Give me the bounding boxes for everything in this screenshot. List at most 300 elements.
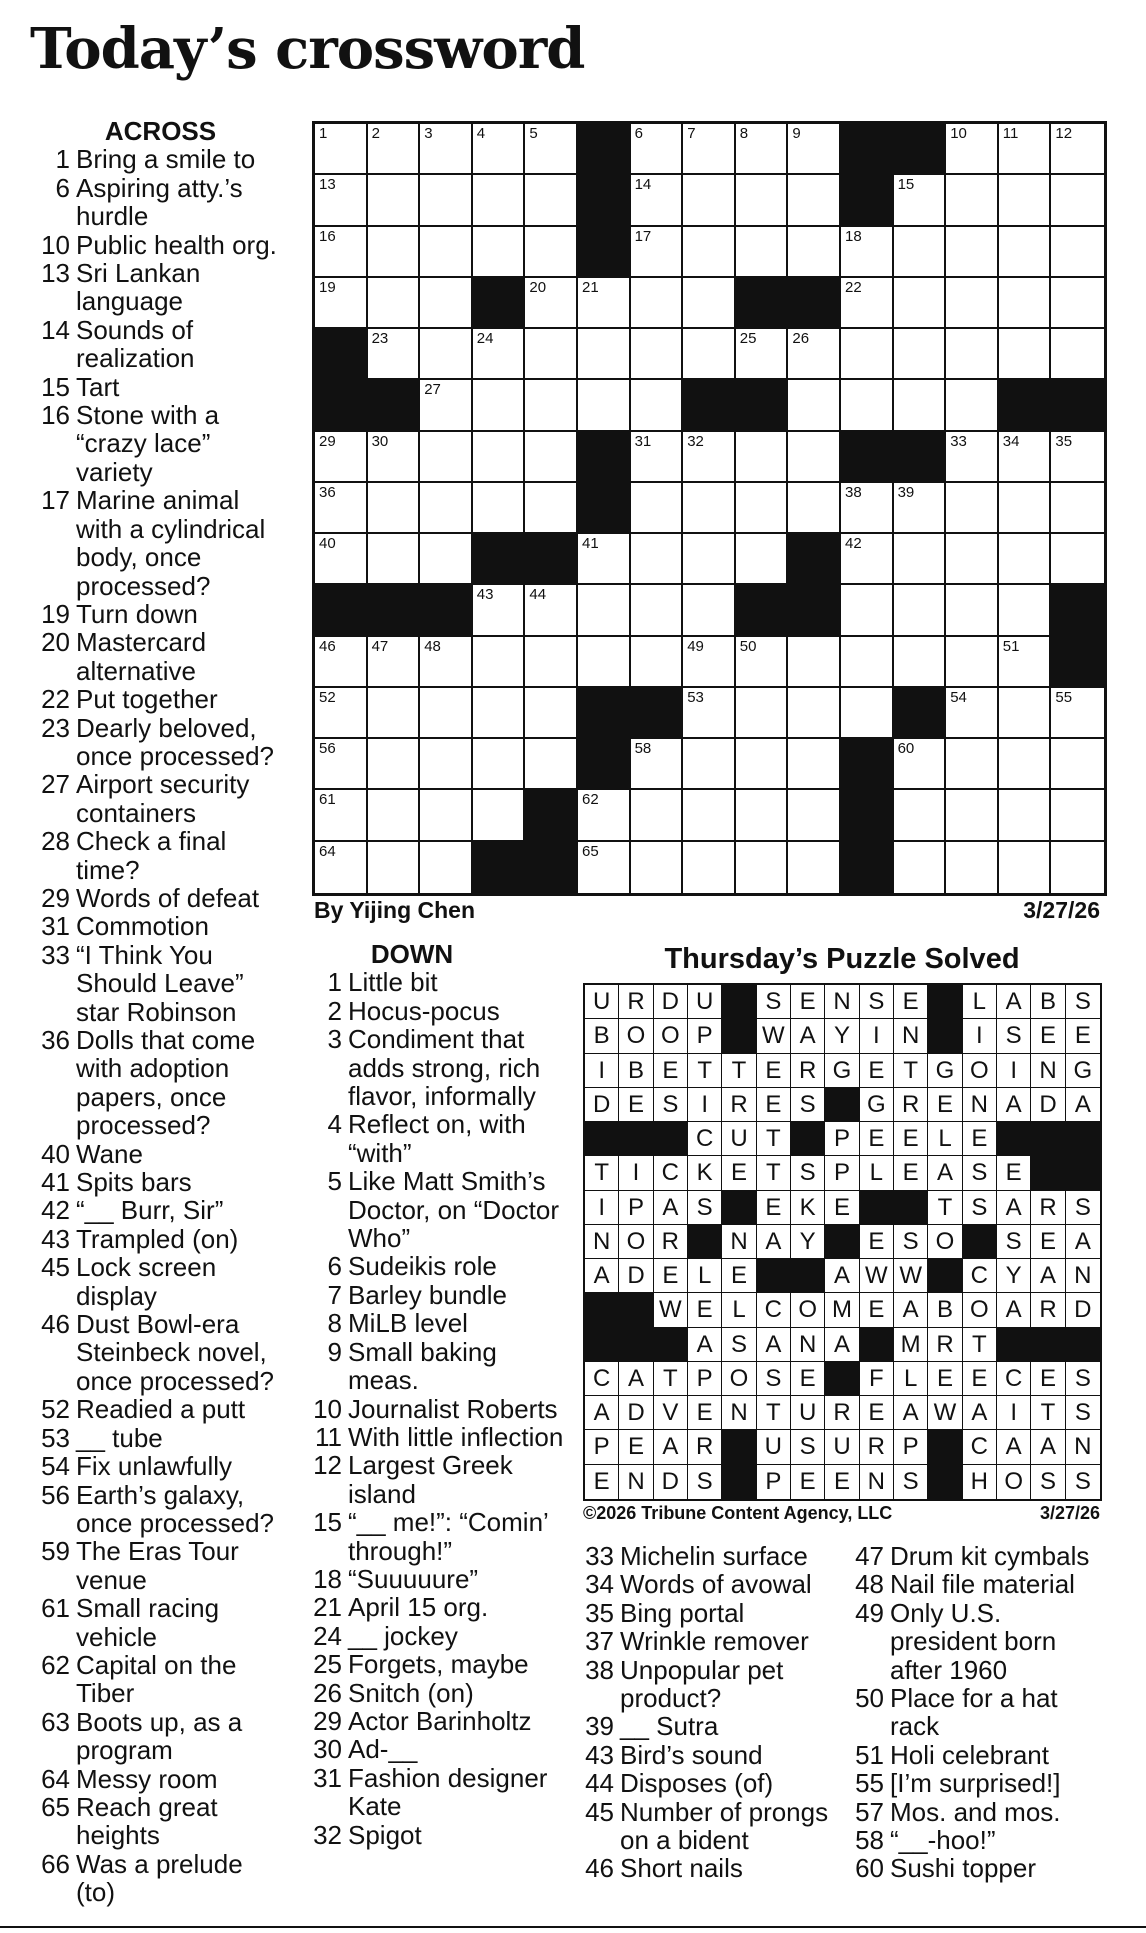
clue-item[interactable] <box>38 912 283 940</box>
grid-cell[interactable] <box>683 124 736 175</box>
grid-cell[interactable] <box>841 483 894 534</box>
grid-cell[interactable] <box>420 175 473 226</box>
grid-cell[interactable] <box>525 483 578 534</box>
grid-cell[interactable] <box>315 739 368 790</box>
clue-text: Small baking meas. <box>348 1336 497 1396</box>
grid-cell[interactable] <box>788 380 841 431</box>
grid-cell[interactable] <box>788 329 841 380</box>
grid-cell[interactable] <box>525 739 578 790</box>
clue-item[interactable] <box>312 1622 564 1650</box>
grid-cell[interactable] <box>894 329 947 380</box>
grid-cell[interactable] <box>1051 432 1104 483</box>
solution-letter: C <box>963 1259 997 1293</box>
cell-number: 50 <box>739 637 757 655</box>
grid-cell[interactable] <box>420 483 473 534</box>
grid-cell[interactable] <box>368 329 421 380</box>
clue-item[interactable] <box>582 1741 844 1769</box>
grid-cell[interactable] <box>999 534 1052 585</box>
clue-item[interactable] <box>38 1651 283 1708</box>
grid-cell[interactable] <box>999 790 1052 841</box>
clue-item[interactable] <box>312 1565 564 1593</box>
grid-cell[interactable] <box>946 637 999 688</box>
clue-item[interactable] <box>312 968 564 996</box>
clue-number: 43 <box>585 1739 614 1770</box>
grid-cell[interactable] <box>473 585 526 636</box>
grid-cell[interactable] <box>473 329 526 380</box>
clue-item[interactable] <box>38 316 283 373</box>
clue-item[interactable] <box>312 997 564 1025</box>
grid-cell[interactable] <box>683 278 736 329</box>
grid-cell[interactable] <box>788 790 841 841</box>
grid-cell[interactable] <box>631 227 684 278</box>
solution-letter: D <box>585 1088 619 1122</box>
grid-cell[interactable] <box>736 175 789 226</box>
clue-item[interactable] <box>852 1798 1092 1826</box>
clue-number: 50 <box>855 1683 884 1714</box>
grid-cell[interactable] <box>894 380 947 431</box>
grid-cell[interactable] <box>894 534 947 585</box>
grid-cell[interactable] <box>420 790 473 841</box>
grid-cell[interactable] <box>368 175 421 226</box>
grid-cell[interactable] <box>683 739 736 790</box>
clue-item[interactable] <box>38 941 283 1026</box>
black-square <box>315 329 368 380</box>
clue-item[interactable] <box>852 1854 1092 1882</box>
clue-item[interactable] <box>312 1821 564 1849</box>
grid-cell[interactable] <box>1051 688 1104 739</box>
grid-cell[interactable] <box>946 534 999 585</box>
grid-cell[interactable] <box>894 585 947 636</box>
clue-item[interactable] <box>38 1395 283 1423</box>
grid-cell[interactable] <box>999 842 1052 893</box>
grid-cell[interactable] <box>368 842 421 893</box>
clue-text: Words of avowal <box>620 1569 812 1600</box>
down-list-1 <box>312 968 564 1849</box>
clue-item[interactable] <box>38 1253 283 1310</box>
grid-cell[interactable] <box>420 688 473 739</box>
grid-cell[interactable] <box>315 227 368 278</box>
grid-cell[interactable] <box>999 175 1052 226</box>
clue-item[interactable] <box>582 1627 844 1655</box>
clue-item[interactable] <box>582 1570 844 1598</box>
grid-cell[interactable] <box>315 278 368 329</box>
clue-item[interactable] <box>312 1281 564 1309</box>
grid-cell[interactable] <box>946 688 999 739</box>
clue-item[interactable] <box>312 1309 564 1337</box>
clue-item[interactable] <box>38 1168 283 1196</box>
solution-letter: E <box>894 985 928 1019</box>
grid-cell[interactable] <box>894 278 947 329</box>
clue-item[interactable] <box>312 1707 564 1735</box>
grid-cell[interactable] <box>683 432 736 483</box>
grid-cell[interactable] <box>315 842 368 893</box>
clue-item[interactable] <box>38 884 283 912</box>
clue-item[interactable] <box>38 1850 283 1907</box>
clue-item[interactable] <box>38 827 283 884</box>
clue-item[interactable] <box>38 1424 283 1452</box>
grid-cell[interactable] <box>946 483 999 534</box>
solution-letter: R <box>894 1088 928 1122</box>
solution-letter: V <box>654 1396 688 1430</box>
grid-cell[interactable] <box>631 637 684 688</box>
grid-cell[interactable] <box>1051 739 1104 790</box>
clue-item[interactable] <box>852 1769 1092 1797</box>
clue-item[interactable] <box>852 1826 1092 1854</box>
grid-cell[interactable] <box>631 278 684 329</box>
grid-cell[interactable] <box>894 739 947 790</box>
clue-item[interactable] <box>312 1395 564 1423</box>
clue-item[interactable] <box>312 1451 564 1508</box>
grid-cell[interactable] <box>631 790 684 841</box>
grid-cell[interactable] <box>788 842 841 893</box>
grid-cell[interactable] <box>736 432 789 483</box>
grid-cell[interactable] <box>1051 534 1104 585</box>
black-square <box>578 175 631 226</box>
clue-item[interactable] <box>38 174 283 231</box>
grid-cell[interactable] <box>841 329 894 380</box>
clue-item[interactable] <box>582 1854 844 1882</box>
grid-cell[interactable] <box>420 227 473 278</box>
grid-cell[interactable] <box>683 175 736 226</box>
clue-item[interactable] <box>38 600 283 628</box>
grid-cell[interactable] <box>946 739 999 790</box>
crossword-grid[interactable] <box>312 121 1107 896</box>
grid-cell[interactable] <box>525 585 578 636</box>
clue-item[interactable] <box>38 1196 283 1224</box>
grid-cell[interactable] <box>368 124 421 175</box>
clue-item[interactable] <box>312 1735 564 1763</box>
black-square <box>1051 585 1104 636</box>
grid-cell[interactable] <box>946 432 999 483</box>
clue-item[interactable] <box>312 1508 564 1565</box>
grid-cell[interactable] <box>999 637 1052 688</box>
grid-cell[interactable] <box>473 124 526 175</box>
clue-item[interactable] <box>38 714 283 771</box>
grid-cell[interactable] <box>368 534 421 585</box>
grid-cell[interactable] <box>736 124 789 175</box>
clue-item[interactable] <box>852 1542 1092 1570</box>
grid-cell[interactable] <box>420 329 473 380</box>
grid-cell[interactable] <box>368 790 421 841</box>
clue-item[interactable] <box>582 1599 844 1627</box>
clue-item[interactable] <box>38 1452 283 1480</box>
clue-item[interactable] <box>38 1708 283 1765</box>
grid-cell[interactable] <box>999 329 1052 380</box>
cell-number: 56 <box>319 740 336 758</box>
grid-cell[interactable] <box>525 278 578 329</box>
grid-cell[interactable] <box>736 637 789 688</box>
clue-item[interactable] <box>312 1593 564 1621</box>
grid-cell[interactable] <box>683 585 736 636</box>
clue-item[interactable] <box>852 1684 1092 1741</box>
grid-cell[interactable] <box>473 227 526 278</box>
grid-cell[interactable] <box>631 432 684 483</box>
grid-cell[interactable] <box>420 124 473 175</box>
grid-cell[interactable] <box>525 637 578 688</box>
solution-black-square <box>722 1019 756 1053</box>
grid-cell[interactable] <box>894 227 947 278</box>
clue-item[interactable] <box>852 1599 1092 1684</box>
grid-cell[interactable] <box>788 227 841 278</box>
clue-item[interactable] <box>38 1026 283 1140</box>
grid-cell[interactable] <box>894 790 947 841</box>
clue-item[interactable] <box>38 685 283 713</box>
grid-cell[interactable] <box>473 790 526 841</box>
grid-cell[interactable] <box>1051 842 1104 893</box>
grid-cell[interactable] <box>473 637 526 688</box>
grid-cell[interactable] <box>473 380 526 431</box>
cell-number: 14 <box>634 176 652 194</box>
grid-cell[interactable] <box>525 688 578 739</box>
solution-letter: N <box>1031 1054 1065 1088</box>
solution-letter: S <box>963 1156 997 1190</box>
clue-item[interactable] <box>38 1225 283 1253</box>
grid-cell[interactable] <box>683 483 736 534</box>
clue-number: 49 <box>855 1597 884 1628</box>
clue-text: Number of prongs on a bident <box>620 1796 829 1856</box>
grid-cell[interactable] <box>946 175 999 226</box>
grid-cell[interactable] <box>841 380 894 431</box>
grid-cell[interactable] <box>894 637 947 688</box>
grid-cell[interactable] <box>315 688 368 739</box>
grid-cell[interactable] <box>946 329 999 380</box>
clue-item[interactable] <box>312 1252 564 1280</box>
clue-item[interactable] <box>38 259 283 316</box>
grid-cell[interactable] <box>368 432 421 483</box>
grid-cell[interactable] <box>946 380 999 431</box>
clue-item[interactable] <box>38 1594 283 1651</box>
grid-cell[interactable] <box>788 739 841 790</box>
grid-cell[interactable] <box>473 483 526 534</box>
grid-cell[interactable] <box>736 739 789 790</box>
clue-item[interactable] <box>312 1650 564 1678</box>
clue-item[interactable] <box>38 401 283 486</box>
clue-item[interactable] <box>852 1570 1092 1598</box>
grid-cell[interactable] <box>631 534 684 585</box>
grid-cell[interactable] <box>631 842 684 893</box>
grid-cell[interactable] <box>946 278 999 329</box>
grid-cell[interactable] <box>841 278 894 329</box>
grid-cell[interactable] <box>578 329 631 380</box>
solution-letter: T <box>757 1156 791 1190</box>
grid-cell[interactable] <box>1051 790 1104 841</box>
grid-cell[interactable] <box>841 688 894 739</box>
solution-black-square <box>585 1122 619 1156</box>
grid-cell[interactable] <box>525 227 578 278</box>
grid-cell[interactable] <box>578 842 631 893</box>
grid-cell[interactable] <box>999 688 1052 739</box>
clue-item[interactable] <box>312 1167 564 1252</box>
grid-cell[interactable] <box>894 483 947 534</box>
grid-cell[interactable] <box>788 637 841 688</box>
grid-cell[interactable] <box>420 380 473 431</box>
grid-cell[interactable] <box>788 175 841 226</box>
clue-item[interactable] <box>38 231 283 259</box>
grid-cell[interactable] <box>736 534 789 585</box>
clue-item[interactable] <box>582 1712 844 1740</box>
grid-cell[interactable] <box>525 329 578 380</box>
grid-cell[interactable] <box>683 688 736 739</box>
grid-cell[interactable] <box>736 227 789 278</box>
grid-cell[interactable] <box>999 227 1052 278</box>
clue-item[interactable] <box>38 1481 283 1538</box>
cell-number: 6 <box>634 125 643 142</box>
grid-cell[interactable] <box>631 175 684 226</box>
grid-cell[interactable] <box>683 637 736 688</box>
grid-cell[interactable] <box>420 534 473 585</box>
solution-letter: W <box>757 1019 791 1053</box>
clue-item[interactable] <box>38 628 283 685</box>
grid-cell[interactable] <box>999 278 1052 329</box>
grid-cell[interactable] <box>473 739 526 790</box>
grid-cell[interactable] <box>631 585 684 636</box>
clue-text: Only U.S. president born after 1960 <box>890 1597 1057 1685</box>
grid-cell[interactable] <box>368 688 421 739</box>
grid-cell[interactable] <box>578 534 631 585</box>
clue-item[interactable] <box>312 1679 564 1707</box>
clue-item[interactable] <box>38 1793 283 1850</box>
grid-cell[interactable] <box>631 483 684 534</box>
grid-cell[interactable] <box>315 483 368 534</box>
grid-cell[interactable] <box>999 483 1052 534</box>
grid-cell[interactable] <box>788 483 841 534</box>
clue-item[interactable] <box>38 770 283 827</box>
grid-cell[interactable] <box>736 842 789 893</box>
clue-number: 20 <box>41 627 70 658</box>
clue-item[interactable] <box>38 486 283 600</box>
grid-cell[interactable] <box>999 739 1052 790</box>
clue-item[interactable] <box>852 1741 1092 1769</box>
grid-cell[interactable] <box>736 329 789 380</box>
grid-cell[interactable] <box>578 278 631 329</box>
clue-number: 1 <box>327 967 342 998</box>
grid-cell[interactable] <box>788 688 841 739</box>
grid-cell[interactable] <box>368 278 421 329</box>
grid-cell[interactable] <box>525 432 578 483</box>
grid-cell[interactable] <box>999 124 1052 175</box>
grid-cell[interactable] <box>946 227 999 278</box>
grid-cell[interactable] <box>683 329 736 380</box>
grid-cell[interactable] <box>999 432 1052 483</box>
grid-cell[interactable] <box>631 124 684 175</box>
clue-item[interactable] <box>312 1025 564 1110</box>
solution-letter: R <box>722 1088 756 1122</box>
grid-cell[interactable] <box>1051 483 1104 534</box>
clue-item[interactable] <box>38 373 283 401</box>
grid-cell[interactable] <box>315 432 368 483</box>
grid-cell[interactable] <box>683 790 736 841</box>
grid-cell[interactable] <box>1051 124 1104 175</box>
grid-cell[interactable] <box>736 790 789 841</box>
grid-cell[interactable] <box>788 432 841 483</box>
grid-cell[interactable] <box>946 124 999 175</box>
solution-letter: B <box>585 1019 619 1053</box>
grid-cell[interactable] <box>1051 329 1104 380</box>
cell-number: 29 <box>319 432 336 450</box>
grid-cell[interactable] <box>525 380 578 431</box>
grid-cell[interactable] <box>315 637 368 688</box>
grid-cell[interactable] <box>525 124 578 175</box>
grid-cell[interactable] <box>420 432 473 483</box>
grid-cell[interactable] <box>894 175 947 226</box>
grid-cell[interactable] <box>631 329 684 380</box>
grid-cell[interactable] <box>315 124 368 175</box>
grid-cell[interactable] <box>841 637 894 688</box>
grid-cell[interactable] <box>420 842 473 893</box>
grid-cell[interactable] <box>420 739 473 790</box>
grid-cell[interactable] <box>578 637 631 688</box>
solution-letter: S <box>1031 1465 1065 1499</box>
grid-cell[interactable] <box>368 739 421 790</box>
grid-cell[interactable] <box>578 790 631 841</box>
grid-cell[interactable] <box>1051 175 1104 226</box>
solution-letter: D <box>654 1465 688 1499</box>
grid-cell[interactable] <box>841 227 894 278</box>
grid-cell[interactable] <box>525 175 578 226</box>
grid-cell[interactable] <box>368 227 421 278</box>
clue-item[interactable] <box>312 1110 564 1167</box>
grid-cell[interactable] <box>946 842 999 893</box>
grid-cell[interactable] <box>631 739 684 790</box>
grid-cell[interactable] <box>578 585 631 636</box>
grid-cell[interactable] <box>368 483 421 534</box>
grid-cell[interactable] <box>473 688 526 739</box>
clue-text: Readied a putt <box>76 1394 246 1425</box>
clue-item[interactable] <box>582 1656 844 1713</box>
clue-item[interactable] <box>312 1764 564 1821</box>
clue-item[interactable] <box>582 1542 844 1570</box>
clue-item[interactable] <box>38 1140 283 1168</box>
grid-cell[interactable] <box>315 534 368 585</box>
clue-item[interactable] <box>38 1537 283 1594</box>
grid-cell[interactable] <box>368 637 421 688</box>
grid-cell[interactable] <box>683 842 736 893</box>
grid-cell[interactable] <box>420 637 473 688</box>
grid-cell[interactable] <box>315 175 368 226</box>
grid-cell[interactable] <box>473 432 526 483</box>
grid-cell[interactable] <box>946 790 999 841</box>
grid-cell[interactable] <box>1051 227 1104 278</box>
clue-item[interactable] <box>312 1338 564 1395</box>
clue-item[interactable] <box>582 1798 844 1855</box>
solution-letter: R <box>825 1396 859 1430</box>
grid-cell[interactable] <box>578 380 631 431</box>
grid-cell[interactable] <box>946 585 999 636</box>
cell-number: 26 <box>792 330 810 348</box>
grid-cell[interactable] <box>420 278 473 329</box>
grid-cell[interactable] <box>894 842 947 893</box>
grid-cell[interactable] <box>841 534 894 585</box>
grid-cell[interactable] <box>999 585 1052 636</box>
grid-cell[interactable] <box>841 585 894 636</box>
clue-item[interactable] <box>38 1310 283 1395</box>
grid-cell[interactable] <box>315 790 368 841</box>
grid-cell[interactable] <box>788 124 841 175</box>
clue-item[interactable] <box>38 145 283 173</box>
grid-cell[interactable] <box>736 688 789 739</box>
grid-cell[interactable] <box>736 483 789 534</box>
clue-item[interactable] <box>312 1423 564 1451</box>
grid-cell[interactable] <box>473 175 526 226</box>
clue-item[interactable] <box>582 1769 844 1797</box>
grid-cell[interactable] <box>683 534 736 585</box>
grid-cell[interactable] <box>1051 278 1104 329</box>
cell-number: 44 <box>529 586 547 604</box>
grid-cell[interactable] <box>631 380 684 431</box>
grid-cell[interactable] <box>683 227 736 278</box>
clue-item[interactable] <box>38 1765 283 1793</box>
cell-number: 12 <box>1055 125 1073 142</box>
